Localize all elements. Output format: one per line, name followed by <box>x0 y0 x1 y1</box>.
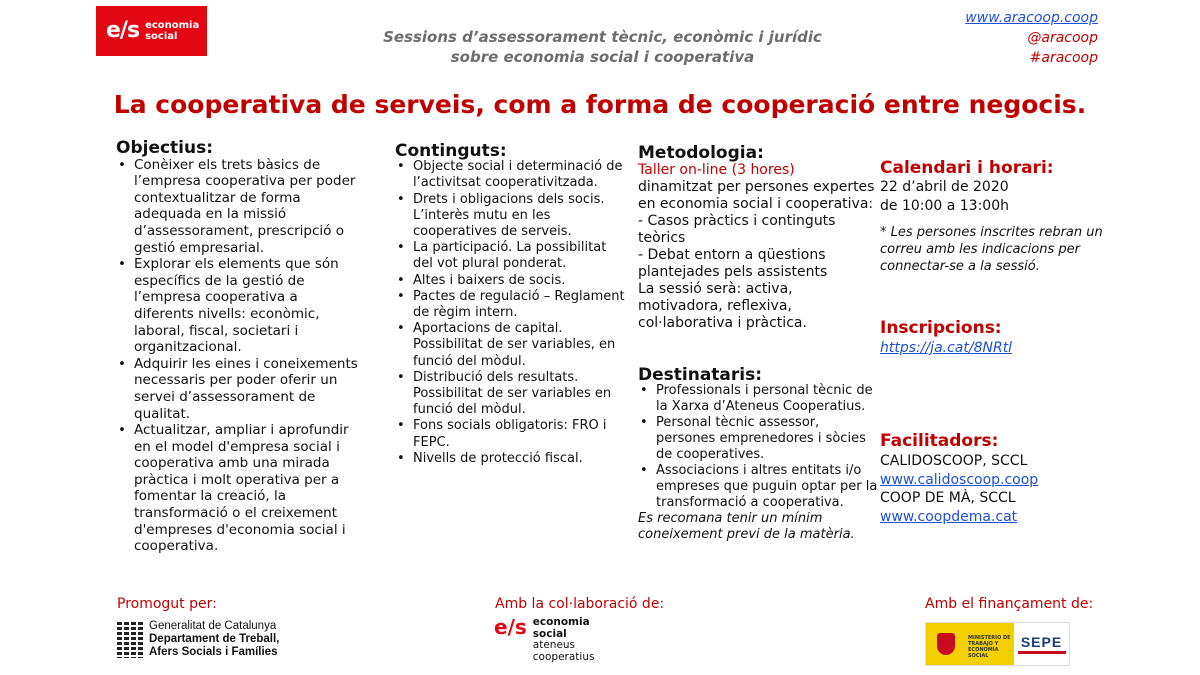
list-item: • La participació. La possibilitat del vot plural ponderat. <box>395 240 625 272</box>
economia-social-logo <box>96 6 207 56</box>
destinataris-list <box>638 383 878 511</box>
es-logo-line1: economia <box>145 20 200 31</box>
sepe-text: SEPE <box>1020 634 1063 650</box>
spain-crest-icon <box>926 623 966 665</box>
facilitadors-heading: Facilitadors: <box>880 431 999 451</box>
es-small-line3: ateneus <box>532 639 576 651</box>
facilitador-link[interactable]: www.calidoscoop.coop <box>880 471 1039 488</box>
objectius-section <box>116 140 361 555</box>
es-small-line4: cooperatius <box>532 650 595 663</box>
generalitat-line2: Departament de Treball, <box>149 633 280 645</box>
page-title: La cooperativa de serveis, com a forma de cooperació entre negocis. <box>113 90 1087 119</box>
session-date: 22 d’abril de 2020 <box>880 179 1009 195</box>
subtitle-line2: sobre economia social i cooperativa <box>450 48 755 66</box>
session-subtitle <box>345 27 860 67</box>
hashtag: #aracoop <box>1029 50 1098 66</box>
collaboracio-label: Amb la col·laboració de: <box>495 596 665 612</box>
metodologia-highlight: Taller on-line (3 hores) <box>638 161 795 178</box>
inscripcions-heading: Inscripcions: <box>880 318 1002 338</box>
facilitadors-section <box>880 430 1110 526</box>
destinataris-note: Es recomana tenir un mínim coneixement previ de la matèria. <box>638 511 855 542</box>
list-item: • Adquirir les eines i coneixements necessaris per poder oferir un servei d’assessorament de qualitat. <box>116 356 361 422</box>
es-small-words <box>533 617 595 663</box>
list-item: • Pactes de regulació – Reglament de règim intern. <box>395 289 625 321</box>
subtitle-line1: Sessions d’assessorament tècnic, econòmic i jurídic <box>383 28 822 46</box>
facilitador-name: CALIDOSCOOP, SCCL <box>880 453 1028 469</box>
list-item: • Explorar els elements que són específics de la gestió de l’empresa cooperativa a diferents nivells: econòmic, laboral, fiscal, societari i organitzacional. <box>116 256 361 356</box>
es-logo-mark: e/s <box>106 18 140 43</box>
sepe-underline <box>1018 651 1066 654</box>
twitter-handle: @aracoop <box>1027 30 1098 46</box>
destinataris-section <box>638 367 878 543</box>
list-item: • Fons socials obligatoris: FRO i FEPC. <box>395 418 625 450</box>
metodologia-line: - Debat entorn a qüestions plantejades pels assistents <box>638 246 828 280</box>
list-item: • Nivells de protecció fiscal. <box>395 451 625 467</box>
destinataris-heading: Destinataris: <box>638 365 763 385</box>
metodologia-section <box>638 145 878 332</box>
list-item: • Drets i obligacions dels socis. L’interès mutu en les cooperatives de serveis. <box>395 192 625 241</box>
generalitat-line1: Generalitat de Catalunya <box>149 620 277 632</box>
list-item: • Altes i baixers de socis. <box>395 273 625 289</box>
inscripcions-section <box>880 318 1110 358</box>
continguts-list <box>395 159 625 467</box>
generalitat-emblem-icon <box>117 622 143 658</box>
facilitador-name: COOP DE MÀ, SCCL <box>880 490 1016 506</box>
metodologia-line: - Casos pràctics i continguts teòrics <box>638 212 836 246</box>
generalitat-logo <box>117 620 279 659</box>
ateneus-cooperatius-logo <box>494 617 594 663</box>
top-links <box>965 8 1098 68</box>
generalitat-line3: Afers Socials i Famílies <box>149 646 278 658</box>
promogut-label: Promogut per: <box>117 596 217 612</box>
list-item: • Distribució dels resultats. Possibilitat de ser variables en funció del mòdul. <box>395 370 625 419</box>
sepe-mark <box>1014 623 1069 665</box>
generalitat-text <box>149 620 279 659</box>
sepe-ministry-logo <box>925 622 1070 666</box>
objectius-heading: Objectius: <box>116 138 214 158</box>
inscripcions-link[interactable]: https://ja.cat/8NRtl <box>880 340 1013 356</box>
continguts-heading: Continguts: <box>395 141 507 161</box>
list-item: • Conèixer els trets bàsics de l’empresa cooperativa per poder contextualitzar de forma adequada en la missió d’assessorament, prescripció o gestió empresarial. <box>116 157 361 257</box>
financament-label: Amb el finançament de: <box>925 596 1094 612</box>
list-item: • Actualitzar, ampliar i aprofundir en el model d'empresa social i cooperativa amb una mirada pràctica i molt operativa per a fomentar la creació, la transformació o el creixement d'empreses d'economia social i cooperativa. <box>116 422 361 555</box>
es-small-line2: social <box>532 627 567 640</box>
session-time: de 10:00 a 13:00h <box>880 198 1009 214</box>
metodologia-line: La sessió serà: activa, motivadora, reflexiva, col·laborativa i pràctica. <box>638 280 807 331</box>
calendari-heading: Calendari i horari: <box>880 158 1054 178</box>
facilitador-link[interactable]: www.coopdema.cat <box>880 508 1018 525</box>
calendari-section <box>880 158 1110 216</box>
ministry-name: MINISTERIO DE TRABAJO Y ECONOMÍA SOCIAL <box>966 623 1014 665</box>
metodologia-line: dinamitzat per persones expertes en economia social i cooperativa: <box>638 178 875 212</box>
list-item: • Personal tècnic assessor, persones emprenedores i sòcies de cooperatives. <box>638 415 878 463</box>
es-small-line1: economia <box>532 616 590 628</box>
list-item: • Associacions i altres entitats i/o empreses que puguin optar per la transformació a cooperativa. <box>638 463 878 511</box>
website-link[interactable]: www.aracoop.coop <box>965 10 1098 26</box>
es-small-mark: e/s <box>494 615 527 639</box>
objectius-list <box>116 157 361 555</box>
es-logo-line2: social <box>145 31 178 42</box>
calendari-note: * Les persones inscrites rebran un correu amb les indicacions per connectar-se a la sessió. <box>880 225 1103 274</box>
list-item: • Professionals i personal tècnic de la Xarxa d’Ateneus Cooperatius. <box>638 383 878 415</box>
es-logo-words <box>145 20 199 42</box>
list-item: • Aportacions de capital. Possibilitat de ser variables, en funció del mòdul. <box>395 321 625 370</box>
list-item: • Objecte social i determinació de l’activitsat cooperativitzada. <box>395 159 625 191</box>
continguts-section <box>395 143 625 467</box>
metodologia-heading: Metodologia: <box>638 143 764 163</box>
